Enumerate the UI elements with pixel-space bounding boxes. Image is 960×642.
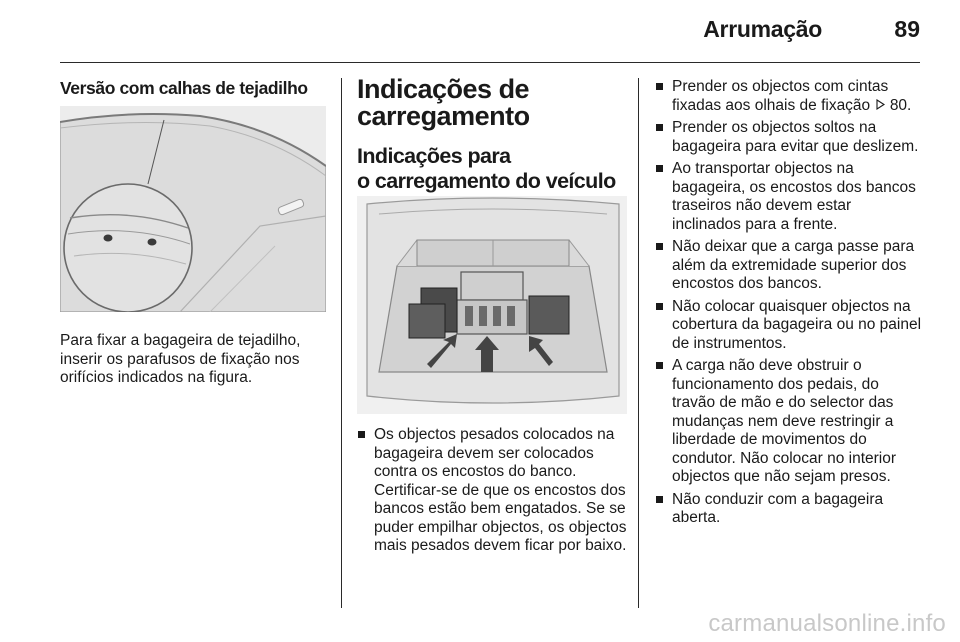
loading-subtitle-line-2: o carregamento do veículo	[357, 169, 616, 193]
list-item	[655, 78, 923, 115]
list-item: Não conduzir com a bagageira aberta.	[655, 491, 923, 528]
page-number: 89	[894, 16, 920, 42]
roof-rail-heading: Versão com calhas de tejadilho	[60, 78, 308, 98]
loading-bullets-right	[655, 78, 923, 532]
loading-subtitle	[357, 144, 616, 194]
page-reference[interactable]: 80.	[889, 96, 912, 114]
loading-bullets-middle	[357, 426, 627, 560]
page-header	[60, 0, 920, 63]
loading-title-line-1: Indicações de	[357, 74, 530, 104]
page-ref-triangle-icon	[875, 97, 886, 116]
section-title: Arrumação	[703, 16, 822, 42]
list-item: Ao transportar objectos na bagageira, os encostos dos bancos traseiros não devem estar inclinados para a frente.	[655, 160, 923, 234]
list-item: Prender os objectos soltos na bagageira para evitar que deslizem.	[655, 119, 923, 156]
cargo-loading-illustration	[357, 196, 627, 414]
roof-rail-instructions: Para fixar a bagageira de tejadilho, inserir os parafusos de fixação nos orifícios indicados na figura.	[60, 332, 301, 386]
column-divider-right	[638, 78, 639, 608]
loading-title-line-2: carregamento	[357, 101, 530, 131]
loading-title	[357, 76, 530, 130]
list-item: Não colocar quaisquer objectos na cobertura da bagageira ou no painel de instrumentos.	[655, 298, 923, 354]
site-watermark: carmanualsonline.info	[708, 610, 946, 637]
list-item: A carga não deve obstruir o funcionamento dos pedais, do travão de mão e do selector das mudanças nem deve restringir a liberdade de movimentos do condutor. Não colocar no interior objectos que não sejam presos.	[655, 357, 923, 487]
column-divider-left	[341, 78, 342, 608]
list-item: Os objectos pesados colocados na bagageira devem ser colocados contra os encostos do banco. Certificar-se de que os encostos dos bancos estão bem engatados. Se se puder empilhar objectos, os objectos mais pesados devem ficar por baixo.	[357, 426, 627, 556]
list-item: Não deixar que a carga passe para além da extremidade superior dos encostos dos bancos.	[655, 238, 923, 294]
roof-rail-illustration	[60, 106, 326, 312]
loading-subtitle-line-1: Indicações para	[357, 144, 511, 168]
bullet-text: Prender os objectos com cintas fixadas aos olhais de fixação	[672, 78, 889, 114]
